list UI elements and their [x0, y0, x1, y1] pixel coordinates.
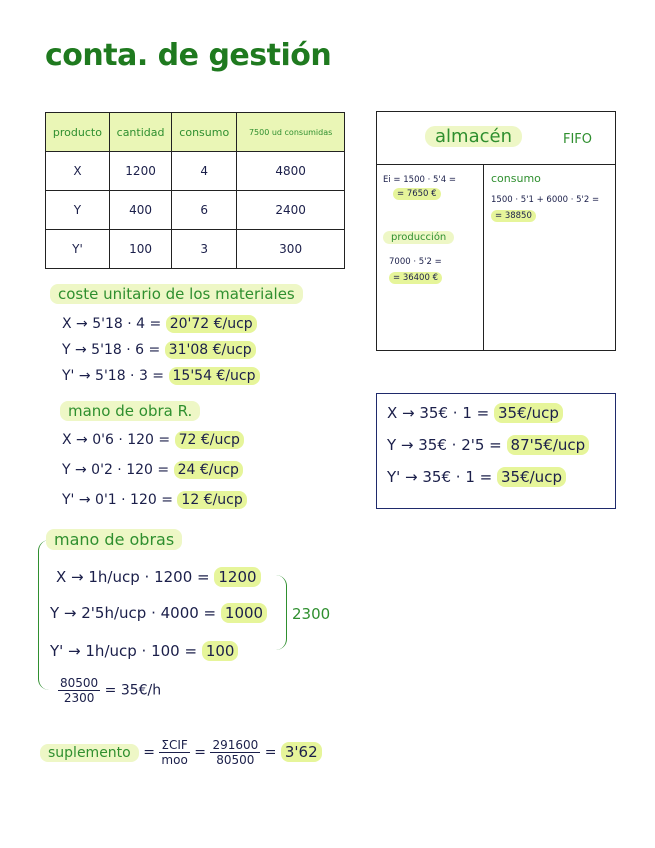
prod-line-1: 7000 · 5'2 = — [389, 257, 442, 267]
suplemento-result: 3'62 — [281, 742, 322, 762]
page-title: conta. de gestión — [45, 38, 332, 73]
ei-line-1: Ei = 1500 · 5'4 = — [383, 175, 456, 185]
mano-obras-label: mano de obras — [46, 529, 182, 550]
coste-unitario-label: coste unitario de los materiales — [50, 284, 303, 304]
cost-box-line: X → 35€ · 1 = 35€/ucp — [387, 404, 563, 422]
cost-box-line: Y' → 35€ · 1 = 35€/ucp — [387, 468, 566, 486]
mano-obras-line: X → 1h/ucp · 1200 = 1200 — [56, 568, 261, 586]
almacen-header — [377, 112, 615, 165]
left-bracket — [38, 540, 49, 690]
cost-box-line: Y → 35€ · 2'5 = 87'5€/ucp — [387, 436, 589, 454]
fifo-label: FIFO — [563, 132, 593, 147]
table-cell: 100 — [109, 230, 171, 269]
table-cell: 3 — [172, 230, 237, 269]
consumo-label: consumo — [491, 172, 541, 185]
table-cell: 2400 — [237, 191, 345, 230]
table-cell: Y — [46, 191, 110, 230]
suplemento-frac1-num: ΣCIF — [161, 738, 188, 752]
table-cell: 4800 — [237, 152, 345, 191]
prod-line-2: = 36400 € — [389, 272, 442, 284]
rate-denominator: 2300 — [63, 691, 95, 705]
table-row — [46, 152, 345, 191]
mano-obra-line: X → 0'6 · 120 = 72 €/ucp — [62, 432, 244, 448]
coste-line: X → 5'18 · 4 = 20'72 €/ucp — [62, 316, 257, 332]
table-cell: 300 — [237, 230, 345, 269]
table-row — [46, 230, 345, 269]
table-cell: 4 — [172, 152, 237, 191]
coste-line: Y → 5'18 · 6 = 31'08 €/ucp — [62, 342, 256, 358]
produccion-label: producción — [383, 231, 454, 244]
suplemento-frac1-den: moo — [161, 753, 188, 767]
mano-obra-line: Y' → 0'1 · 120 = 12 €/ucp — [62, 492, 247, 508]
suplemento-frac2-den: 80500 — [216, 753, 255, 767]
mano-obras-total: 2300 — [292, 605, 331, 623]
consumo-line-2: = 38850 — [491, 210, 536, 222]
rate-formula — [58, 676, 161, 705]
equals-sign: = — [194, 744, 206, 761]
column-header: cantidad — [109, 113, 171, 152]
almacen-divider — [483, 164, 484, 350]
rate-result: = 35€/h — [104, 682, 162, 699]
table-row — [46, 191, 345, 230]
mano-obra-line: Y → 0'2 · 120 = 24 €/ucp — [62, 462, 243, 478]
table-cell: Y' — [46, 230, 110, 269]
table-header-row — [46, 113, 345, 152]
mano-obra-r-label: mano de obra R. — [60, 401, 200, 421]
suplemento-frac2-num: 291600 — [212, 738, 259, 752]
cost-box — [376, 393, 616, 509]
column-header: producto — [46, 113, 110, 152]
right-bracket — [276, 575, 287, 650]
mano-obras-line: Y → 2'5h/ucp · 4000 = 1000 — [50, 604, 267, 622]
ei-line-2: = 7650 € — [393, 188, 441, 200]
mano-obras-line: Y' → 1h/ucp · 100 = 100 — [50, 642, 238, 660]
almacen-box — [376, 111, 616, 351]
product-table — [45, 112, 345, 269]
table-cell: 400 — [109, 191, 171, 230]
coste-line: Y' → 5'18 · 3 = 15'54 €/ucp — [62, 368, 260, 384]
table-cell: 6 — [172, 191, 237, 230]
equals-sign: = — [143, 744, 155, 761]
suplemento-label: suplemento — [40, 744, 139, 762]
suplemento-formula: suplemento = $\frac{\text{ΣCIF}}{\text{moo}}$ = $\frac{291600}{80500}$ = 3'62 — [40, 738, 322, 767]
table-cell: X — [46, 152, 110, 191]
column-header: 7500 ud consumidas — [237, 113, 345, 152]
table-cell: 1200 — [109, 152, 171, 191]
column-header: consumo — [172, 113, 237, 152]
consumo-line-1: 1500 · 5'1 + 6000 · 5'2 = — [491, 195, 600, 205]
almacen-title: almacén — [425, 126, 522, 147]
rate-numerator: 80500 — [60, 676, 99, 690]
